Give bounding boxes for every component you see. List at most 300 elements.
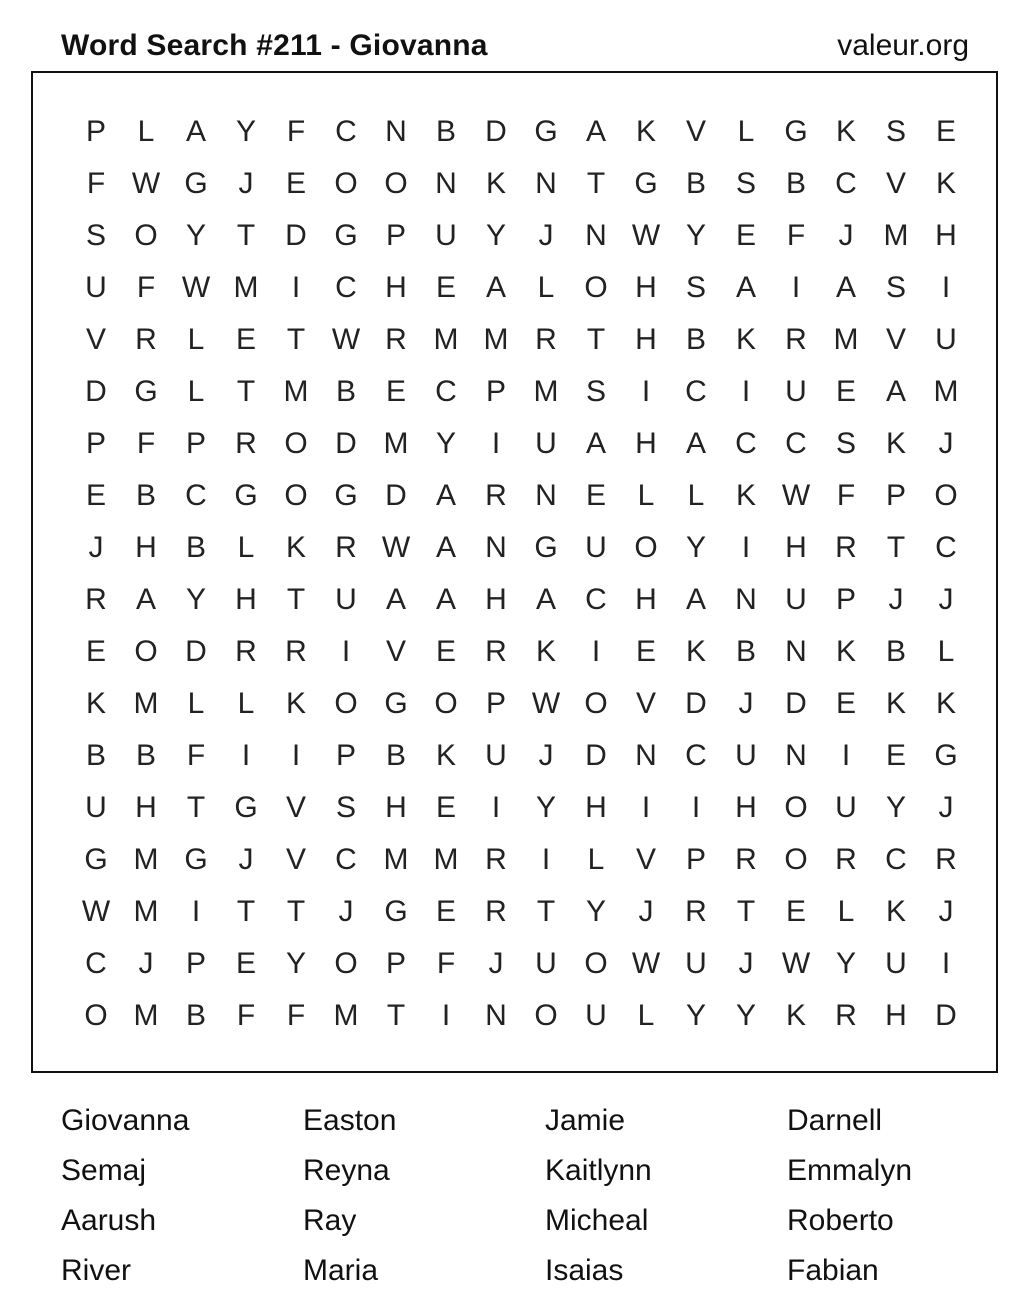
grid-letter: O — [584, 687, 608, 720]
puzzle-board — [31, 71, 998, 1073]
grid-letter: T — [536, 895, 556, 928]
grid-letter: T — [186, 791, 206, 824]
grid-letter: P — [685, 843, 706, 876]
grid-letter: T — [236, 219, 256, 252]
grid-letter: K — [635, 115, 656, 148]
grid-letter: W — [381, 531, 411, 564]
grid-letter: U — [935, 323, 957, 356]
word-list-item: Kaitlynn — [545, 1154, 652, 1187]
grid-letter: I — [441, 999, 451, 1032]
grid-letter: R — [485, 843, 507, 876]
grid-letter: B — [85, 739, 106, 772]
grid-letter: N — [385, 115, 407, 148]
grid-letter: D — [335, 427, 357, 460]
word-list-item: Darnell — [787, 1104, 883, 1137]
grid-letter: V — [885, 323, 906, 356]
grid-letter: M — [883, 219, 909, 252]
grid-letter: B — [135, 479, 156, 512]
grid-letter: N — [635, 739, 657, 772]
grid-letter: G — [134, 375, 158, 408]
grid-letter: S — [335, 791, 356, 824]
grid-letter: G — [84, 843, 108, 876]
grid-letter: D — [935, 999, 957, 1032]
grid-letter: N — [485, 531, 507, 564]
grid-letter: A — [485, 271, 506, 304]
grid-letter: M — [483, 323, 509, 356]
grid-letter: F — [786, 219, 806, 252]
grid-letter: C — [735, 427, 757, 460]
grid-letter: M — [233, 271, 259, 304]
word-list — [61, 1096, 1029, 1296]
grid-letter: V — [385, 635, 406, 668]
grid-letter: G — [384, 895, 408, 928]
grid-letter: O — [934, 479, 958, 512]
grid-letter: A — [585, 427, 606, 460]
grid-letter: K — [485, 167, 506, 200]
grid-letter: E — [435, 635, 456, 668]
grid-letter: M — [933, 375, 959, 408]
grid-letter: S — [685, 271, 706, 304]
grid-letter: O — [634, 531, 658, 564]
grid-letter: E — [885, 739, 906, 772]
grid-letter: I — [291, 271, 301, 304]
grid-letter: J — [538, 219, 554, 252]
grid-letter: K — [885, 895, 906, 928]
word-list-item: Micheal — [545, 1204, 649, 1237]
grid-letter: B — [685, 167, 706, 200]
grid-letter: T — [586, 323, 606, 356]
grid-letter: D — [385, 479, 407, 512]
grid-letter: R — [235, 427, 257, 460]
puzzle-title: Word Search #211 - Giovanna — [61, 29, 488, 62]
grid-letter: I — [941, 271, 951, 304]
grid-letter: W — [781, 479, 811, 512]
grid-letter: L — [837, 895, 855, 928]
grid-letter: T — [586, 167, 606, 200]
grid-letter: V — [635, 843, 656, 876]
grid-letter: O — [534, 999, 558, 1032]
grid-letter: S — [835, 427, 856, 460]
grid-letter: S — [885, 271, 906, 304]
grid-letter: H — [885, 999, 907, 1032]
grid-letter: J — [938, 791, 954, 824]
grid-letter: F — [186, 739, 206, 772]
grid-letter: H — [585, 791, 607, 824]
grid-letter: L — [587, 843, 605, 876]
grid-letter: L — [737, 115, 755, 148]
grid-letter: R — [385, 323, 407, 356]
grid-letter: A — [185, 115, 206, 148]
word-list-item: Emmalyn — [787, 1154, 913, 1187]
grid-letter: W — [81, 895, 111, 928]
grid-letter: C — [335, 271, 357, 304]
grid-letter: Y — [485, 219, 506, 252]
grid-letter: K — [435, 739, 456, 772]
grid-letter: B — [185, 999, 206, 1032]
grid-letter: U — [85, 791, 107, 824]
grid-letter: L — [537, 271, 555, 304]
grid-letter: H — [635, 583, 657, 616]
word-list-item: Jamie — [545, 1104, 626, 1137]
grid-letter: Y — [535, 791, 556, 824]
grid-letter: O — [584, 271, 608, 304]
grid-letter: N — [485, 999, 507, 1032]
word-list-item: Easton — [303, 1104, 397, 1137]
grid-letter: A — [885, 375, 906, 408]
grid-letter: Y — [685, 219, 706, 252]
letter-grid — [71, 106, 971, 1042]
grid-letter: D — [685, 687, 707, 720]
grid-letter: C — [335, 115, 357, 148]
grid-letter: H — [135, 531, 157, 564]
grid-letter: R — [485, 895, 507, 928]
grid-letter: R — [785, 323, 807, 356]
grid-letter: C — [935, 531, 957, 564]
grid-letter: J — [888, 583, 904, 616]
grid-letter: V — [285, 791, 306, 824]
grid-letter: U — [735, 739, 757, 772]
grid-letter: L — [237, 531, 255, 564]
grid-letter: B — [185, 531, 206, 564]
grid-letter: G — [334, 219, 358, 252]
grid-letter: E — [835, 687, 856, 720]
grid-letter: L — [687, 479, 705, 512]
grid-letter: M — [433, 323, 459, 356]
grid-letter: H — [635, 427, 657, 460]
grid-letter: S — [585, 375, 606, 408]
grid-letter: A — [685, 583, 706, 616]
grid-letter: U — [835, 791, 857, 824]
grid-letter: P — [885, 479, 906, 512]
grid-letter: M — [833, 323, 859, 356]
grid-letter: M — [133, 999, 159, 1032]
word-list-item: Fabian — [787, 1254, 879, 1287]
grid-letter: E — [435, 895, 456, 928]
grid-letter: T — [886, 531, 906, 564]
grid-letter: N — [735, 583, 757, 616]
grid-letter: P — [485, 375, 506, 408]
grid-letter: J — [338, 895, 354, 928]
grid-letter: E — [785, 895, 806, 928]
grid-letter: F — [86, 167, 106, 200]
grid-letter: I — [341, 635, 351, 668]
grid-letter: U — [335, 583, 357, 616]
grid-letter: J — [638, 895, 654, 928]
grid-letter: I — [491, 791, 501, 824]
grid-letter: H — [735, 791, 757, 824]
grid-letter: A — [835, 271, 856, 304]
grid-letter: K — [835, 115, 856, 148]
grid-letter: E — [585, 479, 606, 512]
grid-letter: V — [635, 687, 656, 720]
grid-letter: C — [885, 843, 907, 876]
grid-letter: Y — [285, 947, 306, 980]
word-list-item: Aarush — [61, 1204, 157, 1237]
grid-letter: U — [535, 947, 557, 980]
grid-letter: J — [138, 947, 154, 980]
grid-letter: M — [333, 999, 359, 1032]
grid-letter: F — [286, 115, 306, 148]
grid-letter: H — [385, 791, 407, 824]
grid-letter: T — [286, 583, 306, 616]
grid-letter: R — [285, 635, 307, 668]
grid-letter: P — [85, 427, 106, 460]
grid-letter: J — [238, 167, 254, 200]
grid-letter: A — [585, 115, 606, 148]
grid-letter: E — [835, 375, 856, 408]
word-list-item: Roberto — [787, 1204, 894, 1237]
grid-letter: N — [535, 479, 557, 512]
grid-letter: P — [385, 219, 406, 252]
grid-letter: F — [236, 999, 256, 1032]
grid-letter: R — [835, 999, 857, 1032]
word-list-item: Reyna — [303, 1154, 390, 1187]
grid-letter: I — [741, 531, 751, 564]
grid-letter: N — [785, 739, 807, 772]
grid-letter: K — [885, 687, 906, 720]
grid-letter: M — [283, 375, 309, 408]
grid-letter: G — [334, 479, 358, 512]
grid-letter: I — [591, 635, 601, 668]
grid-letter: G — [184, 167, 208, 200]
grid-letter: I — [541, 843, 551, 876]
grid-letter: R — [485, 479, 507, 512]
grid-letter: B — [135, 739, 156, 772]
grid-letter: I — [641, 375, 651, 408]
grid-letter: C — [585, 583, 607, 616]
grid-letter: F — [436, 947, 456, 980]
grid-letter: L — [637, 479, 655, 512]
grid-letter: K — [285, 687, 306, 720]
grid-letter: Y — [735, 999, 756, 1032]
grid-letter: G — [534, 531, 558, 564]
grid-letter: O — [784, 843, 808, 876]
grid-letter: C — [785, 427, 807, 460]
grid-letter: B — [385, 739, 406, 772]
grid-letter: R — [235, 635, 257, 668]
grid-letter: U — [585, 531, 607, 564]
grid-letter: H — [785, 531, 807, 564]
grid-letter: C — [335, 843, 357, 876]
grid-letter: T — [236, 895, 256, 928]
grid-letter: B — [885, 635, 906, 668]
grid-letter: M — [433, 843, 459, 876]
grid-letter: K — [735, 479, 756, 512]
grid-letter: O — [334, 687, 358, 720]
grid-letter: O — [284, 427, 308, 460]
grid-letter: O — [134, 219, 158, 252]
grid-letter: Y — [585, 895, 606, 928]
grid-letter: K — [85, 687, 106, 720]
grid-letter: K — [835, 635, 856, 668]
grid-letter: E — [235, 947, 256, 980]
grid-letter: L — [637, 999, 655, 1032]
grid-letter: S — [885, 115, 906, 148]
grid-letter: D — [85, 375, 107, 408]
grid-letter: E — [735, 219, 756, 252]
grid-letter: N — [585, 219, 607, 252]
grid-letter: L — [137, 115, 155, 148]
word-list-item: River — [61, 1254, 132, 1287]
grid-letter: J — [238, 843, 254, 876]
grid-letter: S — [735, 167, 756, 200]
grid-letter: A — [435, 583, 456, 616]
grid-letter: O — [334, 947, 358, 980]
word-list-item: Isaias — [545, 1254, 624, 1287]
grid-letter: A — [385, 583, 406, 616]
grid-letter: E — [635, 635, 656, 668]
grid-letter: P — [85, 115, 106, 148]
grid-letter: R — [735, 843, 757, 876]
grid-letter: R — [685, 895, 707, 928]
grid-letter: J — [538, 739, 554, 772]
grid-letter: E — [235, 323, 256, 356]
grid-letter: J — [738, 687, 754, 720]
grid-letter: D — [785, 687, 807, 720]
grid-letter: J — [738, 947, 754, 980]
grid-letter: W — [131, 167, 161, 200]
grid-letter: R — [335, 531, 357, 564]
grid-letter: A — [435, 531, 456, 564]
grid-letter: K — [685, 635, 706, 668]
grid-letter: W — [631, 219, 661, 252]
grid-letter: S — [85, 219, 106, 252]
grid-letter: T — [286, 323, 306, 356]
grid-letter: G — [784, 115, 808, 148]
grid-letter: J — [938, 583, 954, 616]
grid-letter: E — [935, 115, 956, 148]
grid-letter: J — [488, 947, 504, 980]
grid-letter: P — [835, 583, 856, 616]
grid-letter: F — [136, 271, 156, 304]
grid-letter: K — [535, 635, 556, 668]
grid-letter: K — [935, 687, 956, 720]
grid-letter: L — [937, 635, 955, 668]
grid-letter: H — [385, 271, 407, 304]
grid-letter: B — [685, 323, 706, 356]
grid-letter: N — [535, 167, 557, 200]
grid-letter: Y — [885, 791, 906, 824]
grid-letter: F — [286, 999, 306, 1032]
grid-letter: C — [685, 375, 707, 408]
grid-letter: C — [685, 739, 707, 772]
grid-letter: D — [285, 219, 307, 252]
grid-letter: O — [84, 999, 108, 1032]
grid-letter: N — [785, 635, 807, 668]
grid-letter: R — [85, 583, 107, 616]
grid-letter: G — [234, 479, 258, 512]
grid-letter: K — [285, 531, 306, 564]
grid-letter: M — [383, 843, 409, 876]
grid-letter: C — [185, 479, 207, 512]
word-list-item: Maria — [303, 1254, 379, 1287]
grid-letter: R — [935, 843, 957, 876]
grid-letter: W — [631, 947, 661, 980]
grid-letter: M — [533, 375, 559, 408]
grid-letter: U — [85, 271, 107, 304]
grid-letter: Y — [235, 115, 256, 148]
grid-letter: W — [781, 947, 811, 980]
grid-letter: A — [435, 479, 456, 512]
grid-letter: I — [291, 739, 301, 772]
grid-letter: B — [785, 167, 806, 200]
grid-letter: F — [136, 427, 156, 460]
grid-letter: E — [385, 375, 406, 408]
grid-letter: I — [641, 791, 651, 824]
grid-letter: I — [741, 375, 751, 408]
grid-letter: W — [331, 323, 361, 356]
grid-letter: D — [185, 635, 207, 668]
grid-letter: C — [85, 947, 107, 980]
grid-letter: Y — [685, 531, 706, 564]
grid-letter: L — [187, 375, 205, 408]
grid-letter: E — [435, 271, 456, 304]
grid-letter: B — [435, 115, 456, 148]
grid-letter: M — [133, 843, 159, 876]
grid-letter: P — [385, 947, 406, 980]
grid-letter: E — [85, 635, 106, 668]
grid-letter: O — [284, 479, 308, 512]
grid-letter: U — [885, 947, 907, 980]
grid-letter: U — [485, 739, 507, 772]
grid-letter: N — [435, 167, 457, 200]
grid-letter: R — [835, 531, 857, 564]
grid-letter: K — [885, 427, 906, 460]
grid-letter: L — [187, 323, 205, 356]
grid-letter: I — [691, 791, 701, 824]
grid-letter: E — [435, 791, 456, 824]
grid-letter: K — [785, 999, 806, 1032]
grid-letter: T — [386, 999, 406, 1032]
grid-letter: G — [384, 687, 408, 720]
grid-letter: H — [935, 219, 957, 252]
grid-letter: H — [635, 323, 657, 356]
grid-letter: O — [384, 167, 408, 200]
grid-letter: I — [941, 947, 951, 980]
grid-letter: P — [185, 427, 206, 460]
grid-letter: G — [634, 167, 658, 200]
grid-letter: M — [383, 427, 409, 460]
grid-letter: C — [835, 167, 857, 200]
grid-letter: H — [135, 791, 157, 824]
grid-letter: R — [535, 323, 557, 356]
grid-letter: P — [485, 687, 506, 720]
grid-letter: C — [435, 375, 457, 408]
grid-letter: L — [237, 687, 255, 720]
grid-letter: K — [735, 323, 756, 356]
grid-letter: U — [585, 999, 607, 1032]
grid-letter: T — [286, 895, 306, 928]
grid-letter: Y — [185, 583, 206, 616]
grid-letter: R — [835, 843, 857, 876]
grid-letter: I — [241, 739, 251, 772]
grid-letter: D — [585, 739, 607, 772]
grid-letter: U — [535, 427, 557, 460]
grid-letter: K — [935, 167, 956, 200]
grid-letter: J — [88, 531, 104, 564]
grid-letter: D — [485, 115, 507, 148]
grid-letter: J — [838, 219, 854, 252]
grid-letter: I — [841, 739, 851, 772]
grid-letter: W — [181, 271, 211, 304]
word-list-item: Semaj — [61, 1154, 147, 1187]
word-list-item: Giovanna — [61, 1104, 190, 1137]
grid-letter: J — [938, 427, 954, 460]
grid-letter: I — [191, 895, 201, 928]
grid-letter: Y — [835, 947, 856, 980]
grid-letter: T — [236, 375, 256, 408]
grid-letter: I — [491, 427, 501, 460]
